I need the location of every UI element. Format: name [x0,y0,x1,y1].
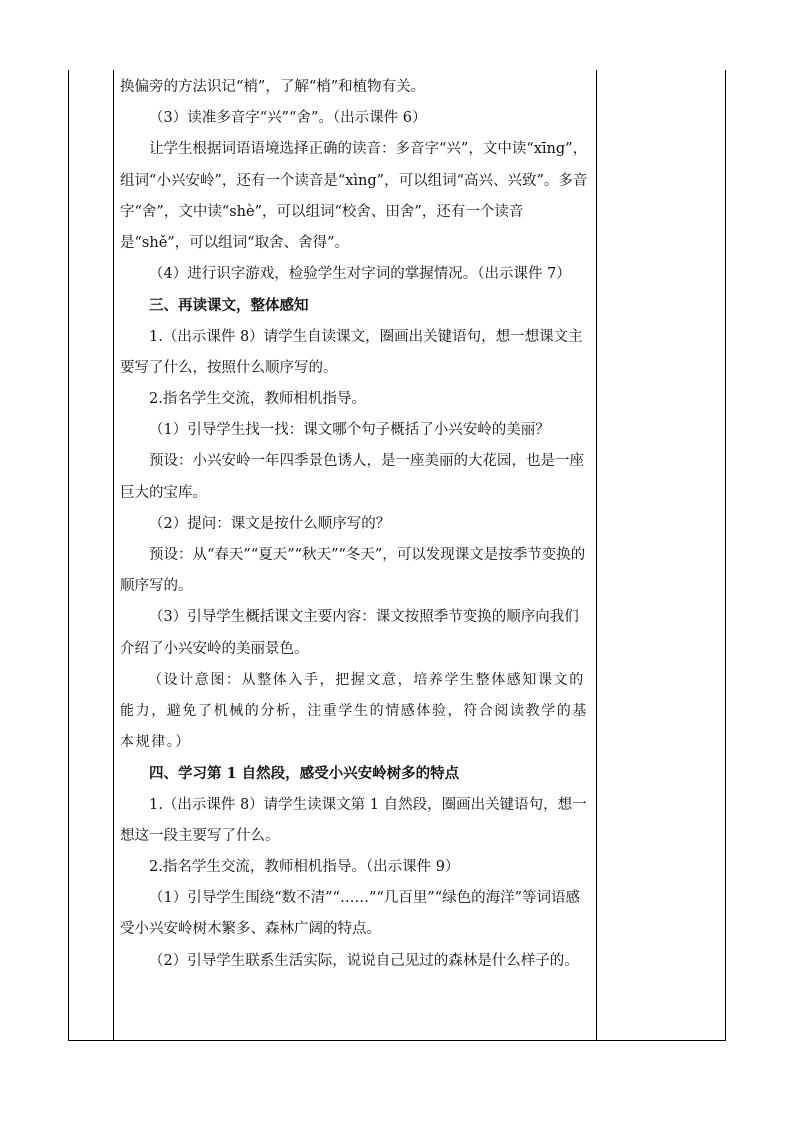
section-heading: 四、学习第 1 自然段，感受小兴安岭树多的特点 [149,765,460,783]
paragraph: 换偏旁的方法识记“梢”，了解“梢”和植物有关。 [120,79,426,95]
paragraph: 预设：从“春天”“夏天”“秋天”“冬天”，可以发现课文是按季节变换的顺序写的。 [120,547,586,595]
design-intent-note: （设计意图：从整体入手，把握文意，培养学生整体感知课文的能力，避免了机械的分析，注重学生的情感体验，符合阅读教学的基本规律。） [120,671,588,751]
paragraph: 2.指名学生交流，教师相机指导。（出示课件 9） [149,859,460,876]
paragraph: （1）引导学生围绕“数不清”“……”“几百里”“绿色的海洋”等词语感受小兴安岭树木繁多、森林广阔的特点。 [120,890,581,938]
paragraph: 1.（出示课件 8）请学生读课文第 1 自然段，圈画出关键语句，想一想这一段主要写了什么。 [120,796,587,844]
paragraph: （2）引导学生联系生活实际，说说自己见过的森林是什么样子的。 [149,952,579,969]
paragraph: （4）进行识字游戏，检验学生对字词的掌握情况。（出示课件 7） [149,266,571,283]
paragraph: 2.指名学生交流，教师相机指导。 [149,391,366,408]
lesson-content-cell [120,72,590,977]
paragraph: （3）读准多音字“兴”“舍”。（出示课件 6） [149,110,427,127]
paragraph: 1.（出示课件 8）请学生自读课文，圈画出关键语句，想一想课文主要写了什么，按照什么顺序写的。 [120,328,583,376]
paragraph: 让学生根据词语语境选择正确的读音：多音字“兴”，文中读“xīng”，组词“小兴安岭”，还有一个读音是“xìng”，可以组词“高兴、兴致”。多音字“舍”，文中读“shè”，可以组词“校舍、田舍”，还有一个读音是“shě”，可以组词“取舍、舍得”。 [120,141,588,252]
table-column-divider-right [596,70,597,1041]
paragraph: （3）引导学生概括课文主要内容：课文按照季节变换的顺序向我们介绍了小兴安岭的美丽景色。 [120,609,579,657]
paragraph: 预设：小兴安岭一年四季景色诱人，是一座美丽的大花园，也是一座巨大的宝库。 [120,453,584,501]
section-heading: 三、再读课文，整体感知 [149,297,309,315]
table-column-divider-left [113,70,114,1041]
paragraph: （2）提问：课文是按什么顺序写的？ [149,515,391,532]
paragraph: （1）引导学生找一找：课文哪个句子概括了小兴安岭的美丽？ [149,422,550,439]
